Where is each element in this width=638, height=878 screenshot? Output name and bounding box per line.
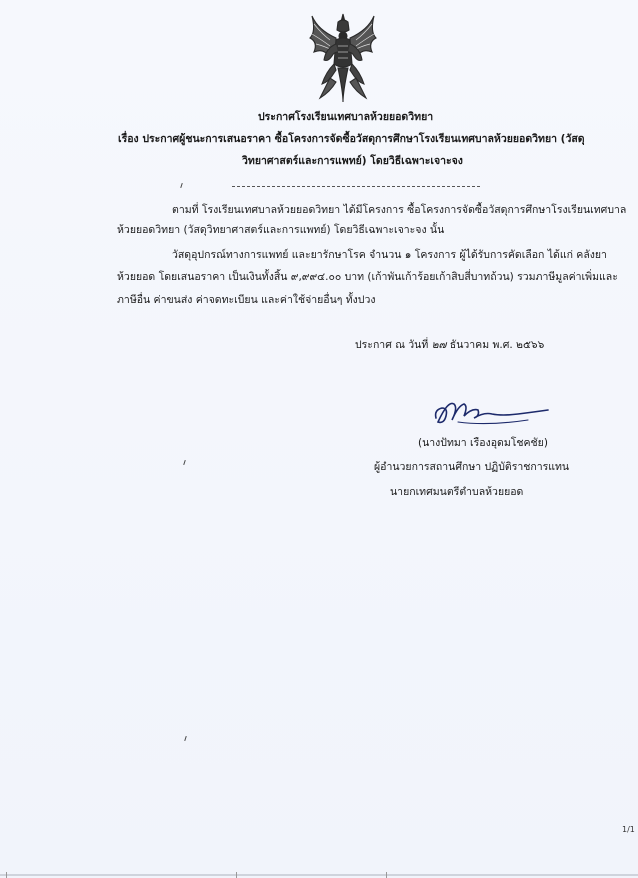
body-paragraph-line-5: ภาษีอื่น ค่าขนส่ง ค่าจดทะเบียน และค่าใช้จ่ายอื่นๆ ทั้งปวง	[117, 294, 376, 306]
scan-mark	[184, 736, 186, 741]
bottom-edge-mark	[6, 872, 7, 878]
page-bottom-edge	[0, 874, 638, 876]
body-paragraph-line-1: ตามที่ โรงเรียนเทศบาลห้วยยอดวิทยา ได้มีโครงการ ซื้อโครงการจัดซื้อวัสดุการศึกษาโรงเรียนเทศบาล	[172, 204, 627, 216]
section-divider	[232, 186, 480, 187]
date-rest: ธันวาคม พ.ศ. ๒๕๖๖	[449, 339, 545, 351]
signer-title-line-2: นายกเทศมนตรีตำบลห้วยยอด	[390, 486, 524, 498]
signer-name: (นางปัทมา เรืองอุดมโชคชัย)	[418, 437, 548, 449]
bottom-edge-mark	[386, 872, 387, 878]
body-paragraph-line-2: ห้วยยอดวิทยา (วัสดุวิทยาศาสตร์และการแพทย์) โดยวิธีเฉพาะเจาะจง นั้น	[117, 224, 445, 236]
handwritten-signature	[428, 396, 552, 430]
document-subject-line-1: เรื่อง ประกาศผู้ชนะการเสนอราคา ซื้อโครงการจัดซื้อวัสดุการศึกษาโรงเรียนเทศบาลห้วยยอดวิทยา (วัสดุ	[118, 133, 585, 145]
document-heading: ประกาศโรงเรียนเทศบาลห้วยยอดวิทยา	[258, 111, 434, 123]
document-subject-line-2: วิทยาศาสตร์และการแพทย์) โดยวิธีเฉพาะเจาะจง	[242, 155, 463, 167]
scan-mark	[183, 460, 185, 465]
date-day: ๒๗	[431, 339, 447, 351]
page-number: 1/1	[622, 825, 635, 834]
announcement-date	[355, 338, 544, 352]
body-paragraph-line-3: วัสดุอุปกรณ์ทางการแพทย์ และยารักษาโรค จำนวน ๑ โครงการ ผู้ได้รับการคัดเลือก ได้แก่ คลังยา	[172, 249, 607, 261]
body-paragraph-line-4: ห้วยยอด โดยเสนอราคา เป็นเงินทั้งสิ้น ๙,๙๙๔.๐๐ บาท (เก้าพันเก้าร้อยเก้าสิบสี่บาทถ้วน) รวมภาษีมูลค่าเพิ่มและ	[117, 271, 618, 283]
garuda-emblem-icon	[308, 12, 378, 104]
signer-title-line-1: ผู้อำนวยการสถานศึกษา ปฏิบัติราชการแทน	[374, 461, 570, 473]
scan-mark	[180, 183, 182, 188]
bottom-edge-mark	[236, 872, 237, 878]
date-prefix: ประกาศ ณ วันที่	[355, 339, 429, 351]
